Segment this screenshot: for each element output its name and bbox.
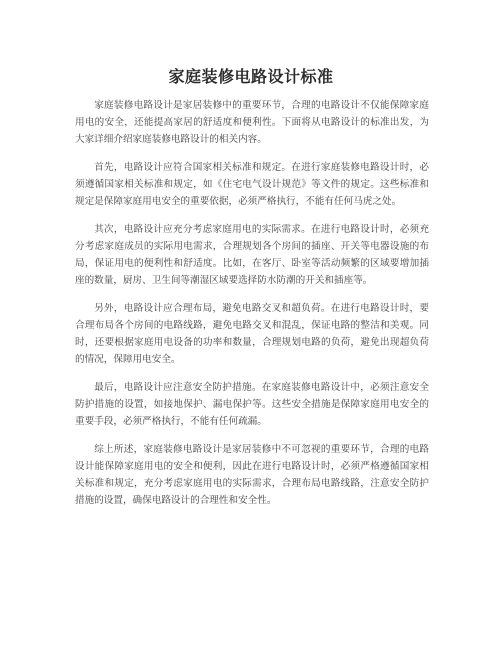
paragraph-last: 最后，电路设计应注意安全防护措施。在家庭装修电路设计中，必须注意安全防护措施的设置，如接地保护、漏电保护等。这些安全措施是保障家庭用电安全的重要手段，必须严格执行，不能有任何疏漏。	[75, 382, 429, 427]
paragraph-intro: 家庭装修电路设计是家居装修中的重要环节，合理的电路设计不仅能保障家庭用电的安全，还能提高家居的舒适度和便利性。下面将从电路设计的标准出发，为大家详细介绍家庭装修电路设计的相关内容。	[75, 100, 429, 145]
document-body	[75, 97, 429, 520]
document-title: 家庭装修电路设计标准	[168, 67, 334, 86]
paragraph-third: 另外，电路设计应合理布局，避免电路交叉和超负荷。在进行电路设计时，要合理布局各个房间的电路线路，避免电路交叉和混乱，保证电路的整洁和美观。同时，还要根据家庭用电设备的功率和数量，合理规划电路的负荷，避免出现超负荷的情况，保障用电安全。	[75, 303, 429, 365]
paragraph-first: 首先，电路设计应符合国家相关标准和规定。在进行家庭装修电路设计时，必须遵循国家相关标准和规定，如《住宅电气设计规范》等文件的规定。这些标准和规定是保障家庭用电安全的重要依据，必须严格执行，不能有任何马虎之处。	[75, 162, 429, 207]
paragraph-summary: 综上所述，家庭装修电路设计是家居装修中不可忽视的重要环节，合理的电路设计能保障家庭用电的安全和便利，因此在进行电路设计时，必须严格遵循国家相关标准和规定，充分考虑家庭用电的实际需求，合理布局电路线路，注意安全防护措施的设置，确保电路设计的合理性和安全性。	[75, 444, 429, 506]
paragraph-second: 其次，电路设计应充分考虑家庭用电的实际需求。在进行电路设计时，必须充分考虑家庭成员的实际用电需求，合理规划各个房间的插座、开关等电器设施的布局，保证用电的便利性和舒适度。比如，在客厅、卧室等活动频繁的区域要增加插座的数量，厨房、卫生间等潮湿区域要选择防水防潮的开关和插座等。	[75, 224, 429, 286]
